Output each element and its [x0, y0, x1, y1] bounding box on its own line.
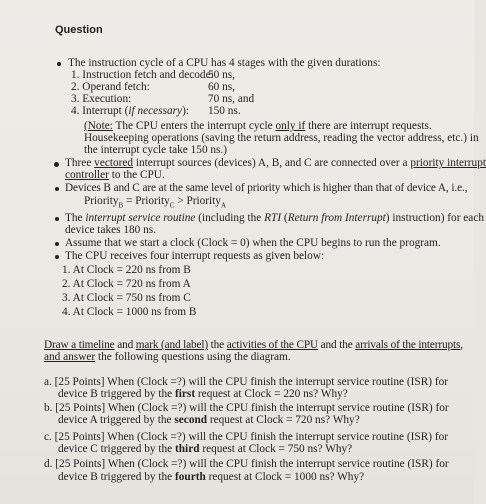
priority-relation: Priority$_B$ = Priority$_C$ > Priority$_A$: [84, 195, 227, 210]
bullet-icon: [57, 62, 61, 66]
question-a-line-2: device B triggered by the first request at Clock = 220 ns? Why?: [58, 388, 348, 400]
request-2: 2. At Clock = 720 ns from A: [62, 278, 191, 290]
request-4: 4. At Clock = 1000 ns from B: [62, 306, 197, 318]
requests-intro: The CPU receives four interrupt requests as given below:: [65, 250, 325, 262]
stage-3-label: 3. Execution:: [71, 93, 132, 105]
isr-line-1: The interrupt service routine (including the RTI (Return from Interrupt) instruction) for each: [65, 212, 484, 224]
bullet-icon: [55, 187, 59, 191]
stage-2-duration: 60 ns,: [208, 81, 235, 93]
bullet-icon: [54, 162, 59, 167]
request-1: 1. At Clock = 220 ns from B: [62, 264, 191, 276]
draw-instruction-line-1: Draw a timeline and mark (and label) the activities of the CPU and the arrivals of the interrupts,: [44, 339, 463, 351]
stage-2-label: 2. Operand fetch:: [71, 81, 150, 93]
stage-3-duration: 70 ns, and: [208, 93, 255, 105]
question-a-line-1: a. [25 Points] When (Clock =?) will the CPU finish the interrupt service routine (ISR) for: [44, 376, 448, 388]
question-b-line-1: b. [25 Points] When (Clock =?) will the CPU finish the interrupt service routine (ISR) for: [44, 402, 449, 414]
request-3: 3. At Clock = 750 ns from C: [62, 292, 191, 304]
bullet-icon: [55, 217, 59, 221]
stage-4-duration: 150 ns.: [208, 105, 241, 117]
interrupt-sources-line-1: Three vectored interrupt sources (devices) A, B, and C are connected over a priority interrupt: [65, 157, 486, 169]
bullet-icon: [55, 255, 59, 259]
interrupt-sources-line-2: controller to the CPU.: [65, 169, 165, 181]
question-c-line-1: c. [25 Points] When (Clock =?) will the CPU finish the interrupt service routine (ISR) for: [44, 431, 448, 443]
draw-instruction-line-2: and answer the following questions using the diagram.: [44, 351, 291, 363]
question-heading: Question: [55, 24, 103, 36]
stage-4-label: 4. Interrupt (if necessary):: [71, 105, 189, 117]
instruction-cycle-intro: The instruction cycle of a CPU has 4 stages with the given durations:: [68, 57, 381, 69]
note-line-1: (Note: The CPU enters the interrupt cycle only if there are interrupt requests.: [84, 120, 432, 132]
note-line-2: Housekeeping operations (saving the return address, reading the vector address, etc.) in: [84, 132, 479, 144]
stage-1-duration: 50 ns,: [208, 69, 235, 81]
stage-1-label: 1. Instruction fetch and decode:: [71, 69, 214, 81]
bullet-icon: [55, 242, 59, 246]
isr-line-2: device takes 180 ns.: [65, 224, 156, 236]
priority-line-1: Devices B and C are at the same level of priority which is higher than that of device A, i.e.,: [65, 182, 468, 194]
question-d-line-2: device B triggered by the fourth request at Clock = 1000 ns? Why?: [58, 471, 365, 483]
question-d-line-1: d. [25 Points] When (Clock =?) will the CPU finish the interrupt service routine (ISR) for: [44, 458, 449, 470]
question-c-line-2: device C triggered by the third request at Clock = 750 ns? Why?: [58, 443, 353, 455]
note-line-3: the interrupt cycle take 150 ns.): [84, 144, 228, 156]
question-b-line-2: device A triggered by the second request at Clock = 720 ns? Why?: [58, 414, 360, 426]
clock-start-statement: Assume that we start a clock (Clock = 0) when the CPU begins to run the program.: [65, 237, 441, 249]
